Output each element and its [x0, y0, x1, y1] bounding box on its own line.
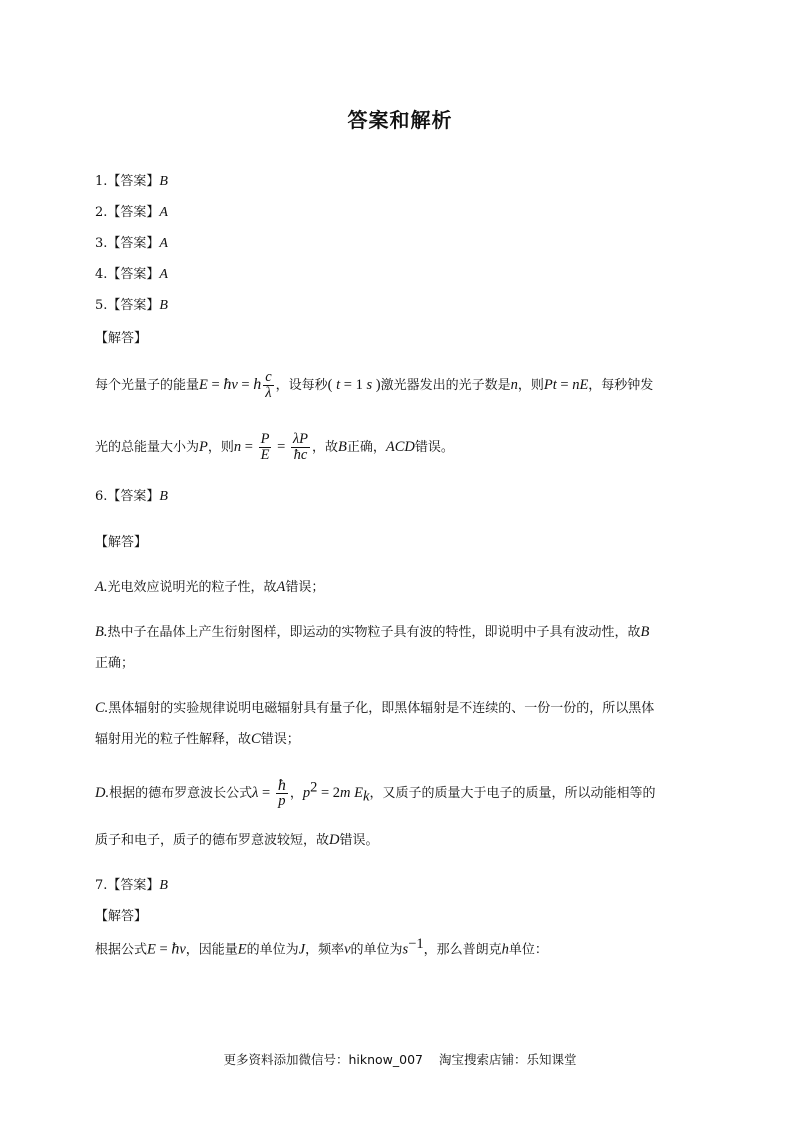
text: 每个光量子的能量	[95, 378, 200, 393]
answer-label: 6.【答案】	[95, 489, 160, 504]
text: ，因能量	[185, 942, 238, 958]
math-var: J	[298, 941, 306, 958]
text: 激光器发出的光子数是	[380, 378, 511, 393]
option-c	[95, 697, 654, 717]
text: 热中子在晶体上产生衍射图样，即运动的实物粒子具有波的特性，即说明中子具有波动性，故	[107, 625, 641, 640]
footer-wechat: 更多资料添加微信号：hiknow_007	[223, 1052, 424, 1067]
text: ，则	[517, 378, 544, 393]
text: 黑体辐射的实验规律说明电磁辐射具有量子化，即黑体辐射是不连续的、一份一份的，所以黑体	[108, 701, 655, 716]
math-var: C	[251, 731, 261, 747]
text: 根据的德布罗意波长公式	[109, 786, 253, 801]
math-var: D	[329, 832, 340, 848]
text: 错误。	[414, 440, 454, 455]
option-c-cont	[95, 728, 300, 748]
text: 根据公式	[95, 942, 148, 958]
answer-label: 2.【答案】	[95, 205, 160, 220]
option-b	[95, 621, 649, 641]
solution-5-line-2: 光的总能量大小为P，则n = $\frac{P}{E}$ = $\frac{\lambda P}{ħc}$ ，故B正确，ACD错误。	[95, 431, 454, 463]
text: 错误。	[339, 833, 379, 848]
answer-label: 4.【答案】	[95, 267, 160, 282]
option-b-cont: 正确；	[95, 656, 135, 671]
page-footer	[0, 1050, 800, 1068]
option-letter: B.	[95, 624, 108, 640]
math-var: ACD	[385, 439, 415, 455]
text: 光电效应说明光的粒子性，故	[107, 580, 277, 595]
math-var: h	[501, 941, 509, 958]
answer-label: 7.【答案】	[95, 878, 160, 893]
answer-label: 3.【答案】	[95, 236, 160, 251]
math-var: n	[510, 377, 518, 393]
text: 辐射用光的粒子性解释，故	[95, 732, 252, 747]
answer-label: 1.【答案】	[95, 174, 160, 189]
text: 正确，	[346, 440, 386, 455]
fraction-h-p: $\frac{ħ}{p}$	[277, 777, 286, 809]
answer-6	[95, 485, 168, 505]
text: ，	[289, 786, 303, 801]
text: 光的总能量大小为	[95, 440, 200, 455]
page-title: 答案和解析	[347, 108, 453, 132]
answer-value: B	[159, 174, 168, 189]
option-d-cont	[95, 829, 379, 849]
fraction-lambdaP-hc: $\frac{\lambda P}{ħc}$	[292, 431, 309, 463]
answer-3	[95, 232, 168, 252]
option-a	[95, 576, 324, 596]
option-letter: D.	[95, 785, 110, 801]
text: 错误；	[260, 732, 300, 747]
solution-7-line-1: 根据公式E = ħν，因能量E的单位为J，频率v的单位为$s^{-1}$，那么普朗克h单位：	[95, 936, 548, 958]
text: 单位：	[508, 942, 548, 958]
option-d: D.根据的德布罗意波长公式λ = $\frac{ħ}{p}$ ，$p^2 = 2m$ $E_k$，又质子的质量大于电子的质量，所以动能相等的	[95, 777, 656, 809]
text: ，设每秒	[275, 378, 328, 393]
answer-1	[95, 170, 168, 190]
math-var: v	[344, 941, 351, 958]
answer-value: B	[159, 489, 168, 504]
answer-7	[95, 874, 168, 894]
text: ，频率	[305, 942, 345, 958]
solution-5-line-1: 每个光量子的能量E = ħν = h $\frac{c}{\lambda}$ ，设每秒( t = 1 s )激光器发出的光子数是n，则Pt = nE，每秒钟发	[95, 369, 654, 401]
solution-header-5: 【解答】	[95, 331, 148, 346]
option-letter: A.	[95, 579, 108, 595]
text: ，则	[207, 440, 234, 455]
answer-value: A	[159, 267, 168, 282]
text: ，故	[312, 440, 339, 455]
answer-2	[95, 201, 168, 221]
text: ，那么普朗克	[423, 942, 502, 958]
text: 质子和电子，质子的德布罗意波较短，故	[95, 833, 330, 848]
solution-header-6: 【解答】	[95, 535, 148, 550]
text: 的单位为	[350, 942, 403, 958]
text: ，又质子的质量大于电子的质量，所以动能相等的	[369, 786, 656, 801]
math-var: P	[199, 439, 208, 455]
math-var: B	[640, 624, 650, 640]
text: 错误；	[285, 580, 325, 595]
math-var: B	[338, 439, 347, 455]
fraction-c-lambda: $\frac{c}{\lambda}$	[265, 369, 272, 401]
solution-header-7: 【解答】	[95, 909, 148, 924]
answer-value: A	[159, 236, 168, 251]
answer-value: B	[159, 878, 168, 893]
answer-value: A	[159, 205, 168, 220]
text: 的单位为	[246, 942, 299, 958]
fraction-P-E: $\frac{P}{E}$	[260, 431, 270, 463]
option-letter: C.	[95, 700, 109, 716]
answer-value: B	[159, 298, 168, 313]
answer-label: 5.【答案】	[95, 298, 160, 313]
text: ，每秒钟发	[588, 378, 654, 393]
answer-5	[95, 294, 168, 314]
math-var: A	[276, 579, 286, 595]
footer-taobao: 淘宝搜索店铺：乐知课堂	[439, 1052, 577, 1067]
answer-4	[95, 263, 168, 283]
math-var: E	[237, 941, 247, 958]
